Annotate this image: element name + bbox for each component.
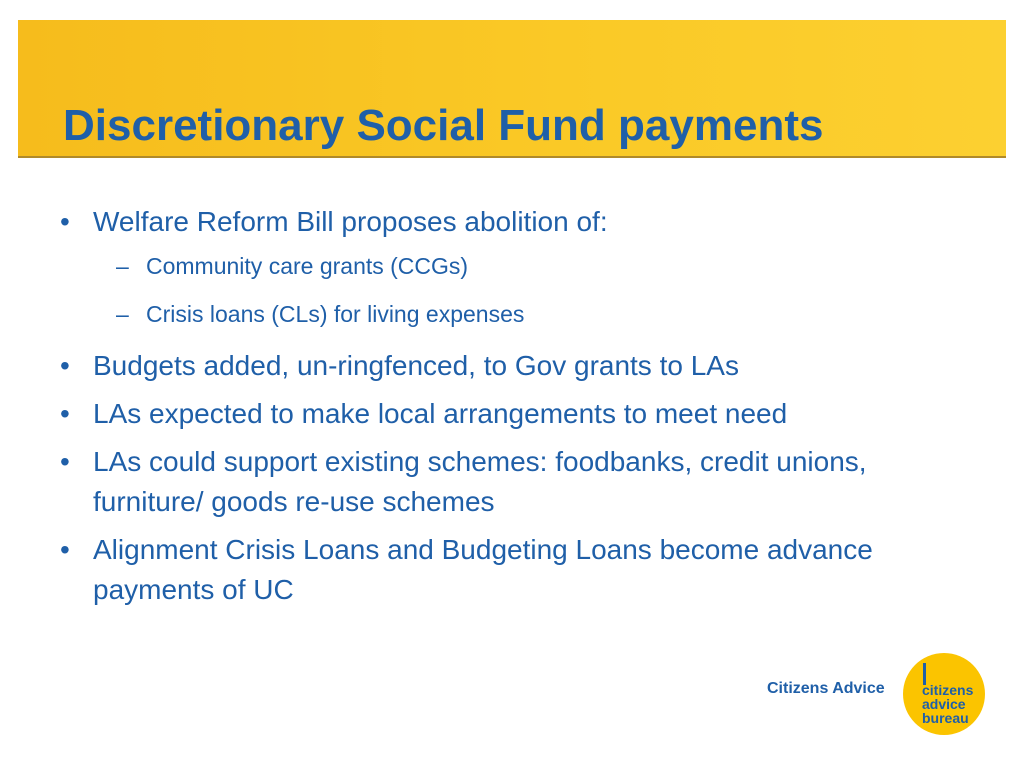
bullet-marker: • [60, 398, 70, 429]
bullet-text: Alignment Crisis Loans and Budgeting Loans become advance payments of UC [93, 534, 873, 605]
citizens-advice-wordmark: Citizens Advice [767, 680, 885, 697]
bullet-text: Budgets added, un-ringfenced, to Gov grants to LAs [93, 350, 739, 381]
bullet-marker: • [60, 446, 70, 477]
sub-bullet-marker: – [116, 301, 129, 327]
bullet-list [60, 202, 960, 618]
sub-bullet-text: Crisis loans (CLs) for living expenses [146, 301, 525, 327]
sub-bullet-item [60, 250, 960, 282]
citizens-advice-bureau-logo-icon [902, 652, 986, 736]
bullet-text: Welfare Reform Bill proposes abolition of: [93, 206, 608, 237]
sub-bullet-text: Community care grants (CCGs) [146, 253, 469, 279]
bullet-item [60, 530, 960, 610]
logo-line-1: citizens [922, 682, 974, 698]
sub-bullet-item [60, 298, 960, 330]
bullet-marker: • [60, 534, 70, 565]
sub-bullet-list [60, 250, 960, 330]
bullet-marker: • [60, 206, 70, 237]
bullet-marker: • [60, 350, 70, 381]
logo-line-3: bureau [922, 710, 969, 726]
bullet-item [60, 202, 960, 242]
bullet-item [60, 394, 960, 434]
bullet-text: LAs could support existing schemes: foodbanks, credit unions, furniture/ goods re-use schemes [93, 446, 867, 517]
bullet-text: LAs expected to make local arrangements to meet need [93, 398, 788, 429]
logo-line-2: advice [922, 696, 966, 712]
slide-title: Discretionary Social Fund payments [63, 101, 824, 150]
sub-bullet-marker: – [116, 253, 129, 279]
bullet-item [60, 442, 960, 522]
bullet-item [60, 346, 960, 386]
